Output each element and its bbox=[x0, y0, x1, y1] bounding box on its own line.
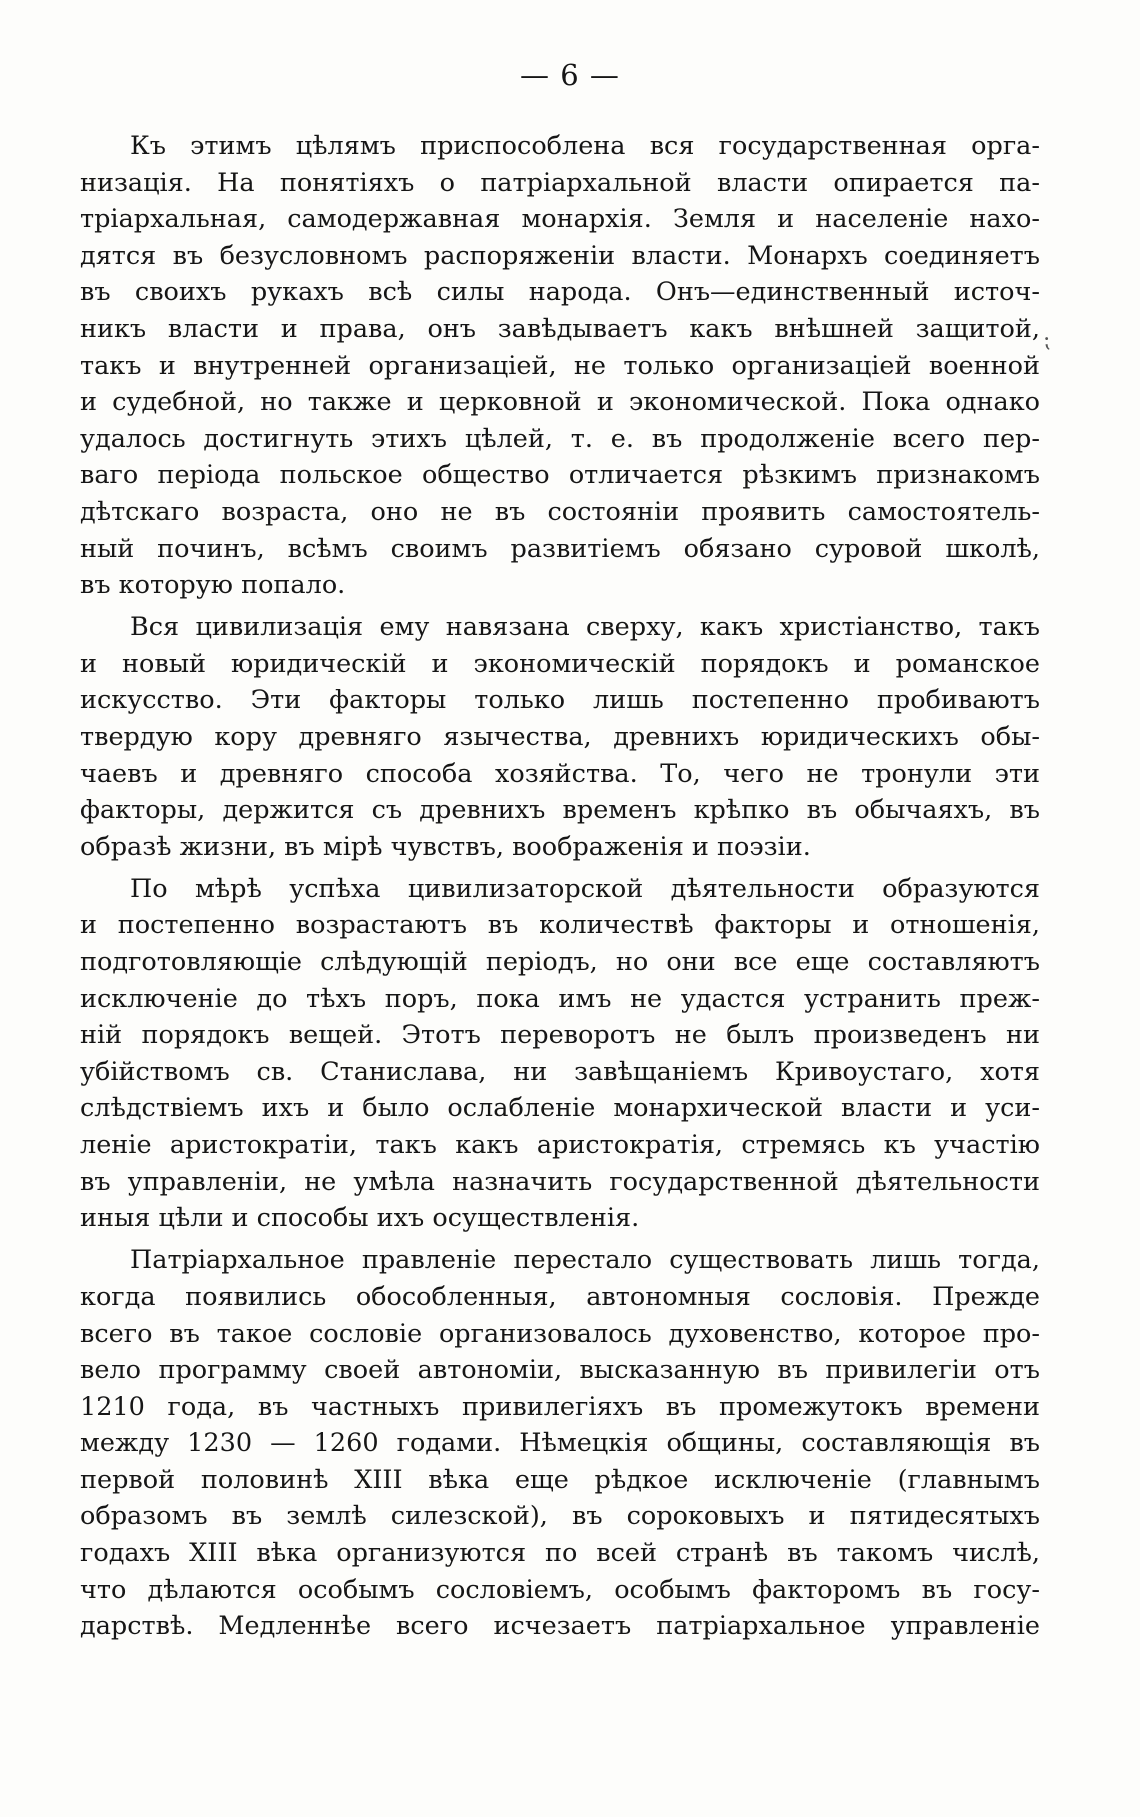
text-line: чаевъ и древняго способа хозяйства. То, чего не тронули эти bbox=[80, 758, 1040, 789]
text-line: тріархальная, самодержавная монархія. Земля и населеніе нахо- bbox=[80, 204, 1040, 235]
text-line: дарствѣ. Медленнѣе всего исчезаетъ патріархальное управленіе bbox=[80, 1611, 1040, 1642]
text-line: ный починъ, всѣмъ своимъ развитіемъ обязано суровой школѣ, bbox=[80, 533, 1040, 564]
text-line: первой половинѣ XIII вѣка еще рѣдкое исключеніе (главнымъ bbox=[80, 1464, 1040, 1495]
text-line: 1210 года, въ частныхъ привилегіяхъ въ промежутокъ времени bbox=[80, 1391, 1040, 1422]
text-line: Патріархальное правленіе перестало существовать лишь тогда, bbox=[130, 1245, 1040, 1276]
text-line: такъ и внутренней организаціей, не только организаціей военной bbox=[80, 350, 1040, 381]
text-line: и судебной, но также и церковной и экономической. Пока однако bbox=[80, 387, 1040, 418]
text-line: образомъ въ землѣ силезской), въ сороковыхъ и пятидесятыхъ bbox=[80, 1501, 1040, 1532]
text-line: низація. На понятіяхъ о патріархальной власти опирается па- bbox=[80, 167, 1040, 198]
text-line: между 1230 — 1260 годами. Нѣмецкія общины, составляющія въ bbox=[80, 1428, 1040, 1459]
text-line: слѣдствіемъ ихъ и было ослабленіе монархической власти и уси- bbox=[80, 1093, 1040, 1124]
text-line: образѣ жизни, въ мірѣ чувствъ, воображенія и поэзіи. bbox=[80, 831, 811, 862]
text-line: вело программу своей автономіи, высказанную въ привилегіи отъ bbox=[80, 1355, 1040, 1386]
text-line: твердую кору древняго язычества, древнихъ юридическихъ обы- bbox=[80, 722, 1040, 752]
text-line: искусство. Эти факторы только лишь постепенно пробиваютъ bbox=[80, 685, 1040, 716]
paragraph-4 bbox=[80, 1242, 1040, 1645]
text-line: убійствомъ св. Станислава, ни завѣщаніемъ Кривоустаго, хотя bbox=[80, 1056, 1040, 1087]
paragraph-3 bbox=[80, 871, 1040, 1237]
text-line: По мѣрѣ успѣха цивилизаторской дѣятельности образуются bbox=[130, 873, 1040, 904]
text-line: и новый юридическій и экономическій порядокъ и романское bbox=[80, 648, 1040, 679]
text-line: Къ этимъ цѣлямъ приспособлена вся государственная орга- bbox=[130, 131, 1040, 161]
text-line: въ управленіи, не умѣла назначить государственной дѣятельности bbox=[80, 1166, 1040, 1197]
text-line: ваго періода польское общество отличается рѣзкимъ признакомъ bbox=[80, 460, 1040, 491]
margin-mark: ⁏ bbox=[1043, 328, 1051, 353]
body-text bbox=[80, 128, 1040, 1650]
paragraph-1 bbox=[80, 128, 1040, 604]
page-number: — 6 — bbox=[520, 58, 620, 92]
text-line: годахъ XIII вѣка организуются по всей странѣ въ такомъ числѣ, bbox=[80, 1538, 1040, 1569]
text-line: когда появились обособленныя, автономныя сословія. Прежде bbox=[80, 1281, 1040, 1312]
text-line: никъ власти и права, онъ завѣдываетъ какъ внѣшней защитой, bbox=[80, 313, 1040, 344]
text-line: исключеніе до тѣхъ поръ, пока имъ не удастся устранить преж- bbox=[80, 983, 1040, 1014]
text-line: въ которую попало. bbox=[80, 570, 346, 601]
text-line: и постепенно возрастаютъ въ количествѣ факторы и отношенія, bbox=[80, 910, 1040, 941]
text-line: факторы, держится съ древнихъ временъ крѣпко въ обычаяхъ, въ bbox=[80, 795, 1040, 826]
text-line: въ своихъ рукахъ всѣ силы народа. Онъ—единственный источ- bbox=[80, 277, 1040, 308]
text-line: иныя цѣли и способы ихъ осуществленія. bbox=[80, 1203, 640, 1234]
text-line: Вся цивилизація ему навязана сверху, какъ христіанство, такъ bbox=[130, 612, 1040, 643]
text-line: ній порядокъ вещей. Этотъ переворотъ не былъ произведенъ ни bbox=[80, 1020, 1040, 1051]
text-line: удалось достигнуть этихъ цѣлей, т. е. въ продолженіе всего пер- bbox=[80, 423, 1040, 454]
text-line: всего въ такое сословіе организовалось духовенство, которое про- bbox=[80, 1318, 1040, 1349]
paragraph-2 bbox=[80, 609, 1040, 865]
text-line: что дѣлаются особымъ сословіемъ, особымъ факторомъ въ госу- bbox=[80, 1574, 1040, 1605]
text-line: подготовляющіе слѣдующій періодъ, но они все еще составляютъ bbox=[80, 947, 1040, 978]
text-line: дятся въ безусловномъ распоряженіи власти. Монархъ соединяетъ bbox=[80, 240, 1040, 271]
text-line: дѣтскаго возраста, оно не въ состояніи проявить самостоятель- bbox=[80, 496, 1040, 527]
text-line: леніе аристократіи, такъ какъ аристократія, стремясь къ участію bbox=[80, 1130, 1040, 1161]
